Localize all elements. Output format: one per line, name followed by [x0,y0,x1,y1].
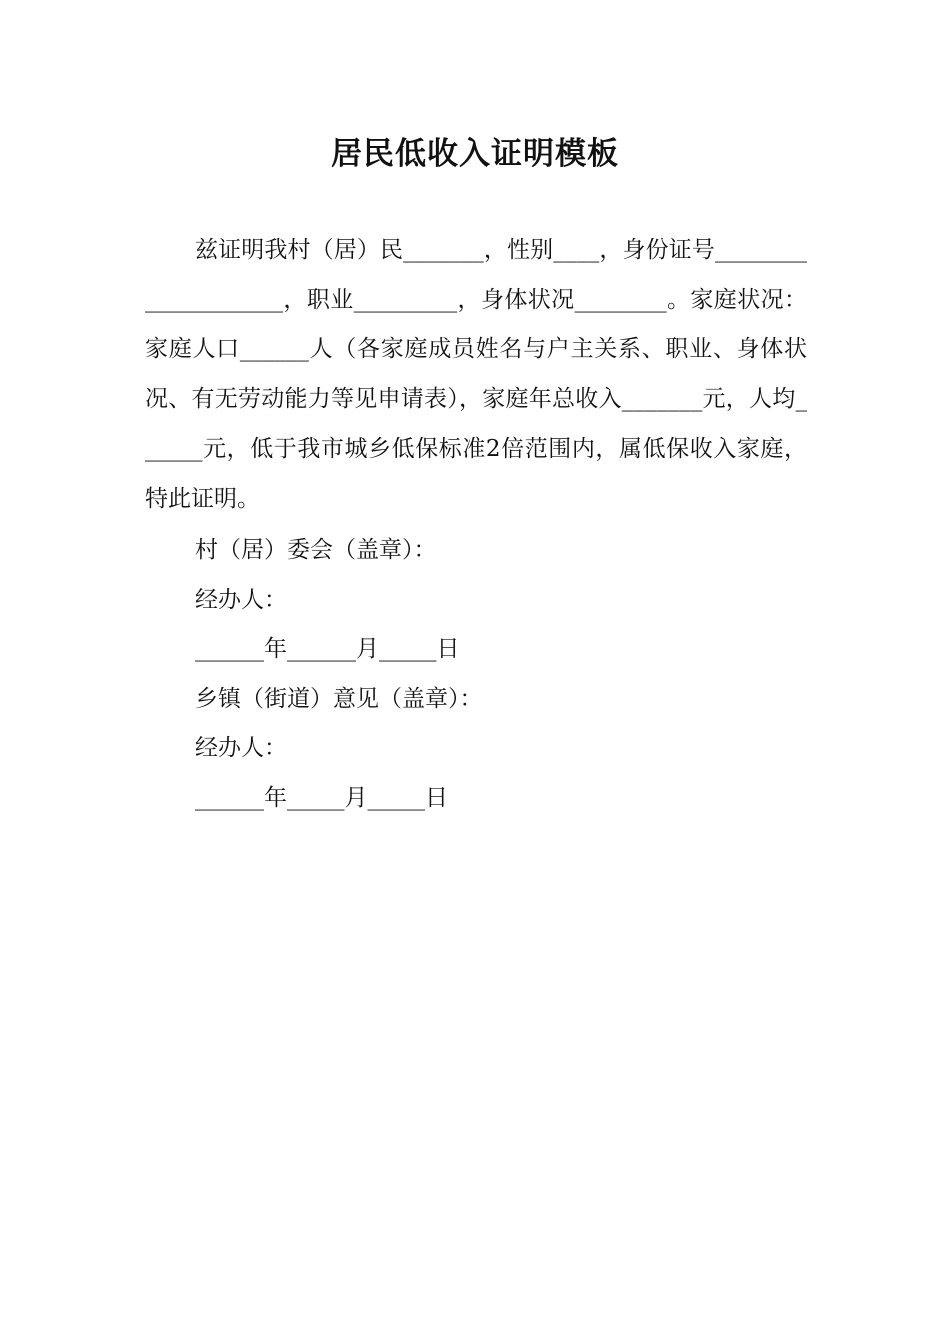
date-line-2: ______年_____月_____日 [195,785,448,811]
handler-label-2: 经办人： [195,735,287,761]
township-opinion-seal-label: 乡镇（街道）意见（盖章）： [195,686,483,712]
date-line-1: ______年______月_____日 [195,636,460,662]
village-committee-seal-label: 村（居）委会（盖章）： [195,537,437,563]
document-title: 居民低收入证明模板 [331,136,619,172]
handler-label-1: 经办人： [195,587,287,613]
certification-paragraph: 兹证明我村（居）民_______，性别____，身份证号____________________，职业_________，身体状况________。家庭状况：家庭人口______人（各家庭成员姓名与户主关系、职业、身体状况、有无劳动能力等见申请表），家庭年总收入_______元，人均______元，低于我市城乡低保标准2倍范围内，属低保收入家庭，特此证明。 [145,237,807,512]
